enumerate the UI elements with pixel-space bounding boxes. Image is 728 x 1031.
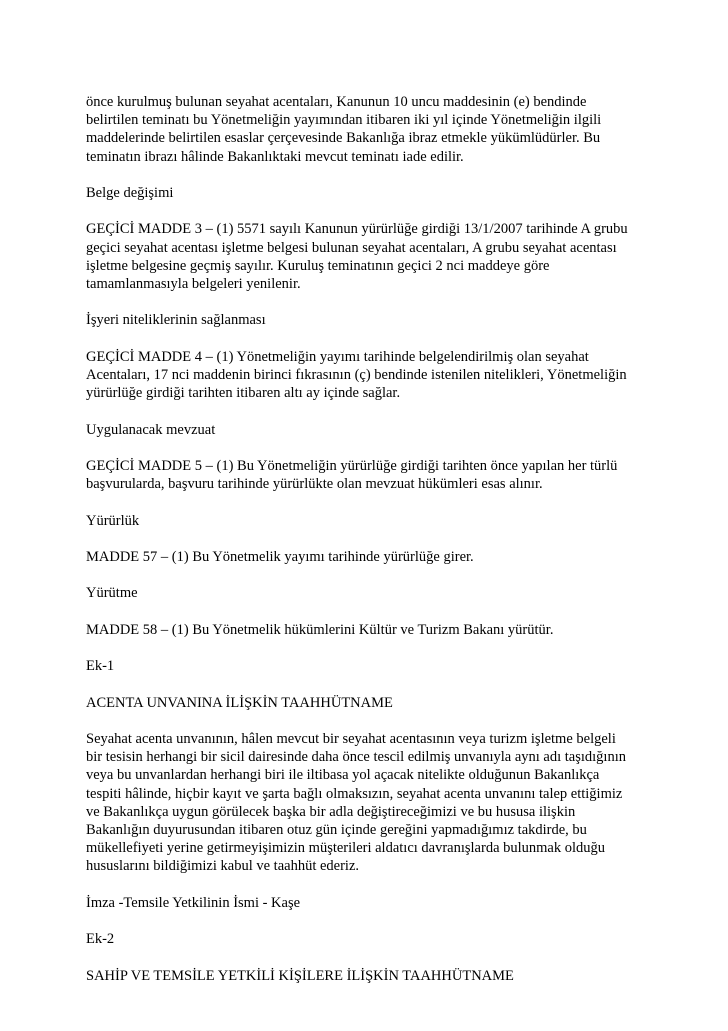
text-line: Bakanlığın duyurusundan itibaren otuz gün içinde gereğini yapmadığımız takdirde, bu [86, 821, 587, 838]
heading-yurutme [86, 584, 646, 602]
text-line: belirtilen teminatı bu Yönetmeliğin yayımından itibaren iki yıl içinde Yönetmeliğin ilgili [86, 112, 602, 129]
paragraph-taahhutname-metni [86, 730, 646, 876]
text-line: yürürlüğe girdiği tarihten itibaren altı ay içinde sağlar. [86, 385, 401, 402]
text-line: Acentaları, 17 nci maddenin birinci fıkrasının (ç) bendinde istenilen nitelikleri, Yönetmeliğin [86, 366, 627, 383]
heading-belge-degisimi [86, 184, 646, 202]
heading-sahip-ve-temsile-yetkili-taahhutname [86, 967, 646, 985]
text-line: önce kurulmuş bulunan seyahat acentaları, Kanunun 10 uncu maddesinin (e) bendinde [86, 94, 587, 110]
text-line: maddelerinde belirtilen esaslar çerçevesinde Bakanlığa ibraz etmekle yükümlüdürler. Bu [86, 130, 601, 147]
document-page [86, 93, 646, 1003]
text-line: işletme belgesine geçmiş sayılır. Kuruluş teminatının geçici 2 nci maddeye göre [86, 257, 550, 274]
text-line: geçici seyahat acentası işletme belgesi bulunan seyahat acentaları, A grubu seyahat acentası [86, 239, 617, 256]
signature-line [86, 894, 646, 912]
paragraph-gecici-madde-3 [86, 220, 646, 293]
text-line: veya bu unvanlardan herhangi biri ile iltibasa yol açacak nitelikte olduğunun Bakanlıkça [86, 767, 600, 784]
heading-text: ACENTA UNVANINA İLİŞKİN TAAHHÜTNAME [86, 694, 393, 711]
heading-text: Ek-1 [86, 658, 115, 675]
text-line: teminatın ibrazı hâlinde Bakanlıktaki mevcut teminatı iade edilir. [86, 148, 464, 165]
text-line: Seyahat acenta unvanının, hâlen mevcut bir seyahat acentasının veya turizm işletme belgeli [86, 730, 616, 747]
text-line: GEÇİCİ MADDE 3 – (1) 5571 sayılı Kanunun yürürlüğe girdiği 13/1/2007 tarihinde A grubu [86, 221, 628, 238]
heading-text: Uygulanacak mevzuat [86, 421, 216, 438]
text-line: GEÇİCİ MADDE 5 – (1) Bu Yönetmeliğin yürürlüğe girdiği tarihten önce yapılan her türlü [86, 457, 618, 474]
text-line: GEÇİCİ MADDE 4 – (1) Yönetmeliğin yayımı tarihinde belgelendirilmiş olan seyahat [86, 348, 589, 365]
heading-text: İşyeri niteliklerinin sağlanması [86, 312, 266, 329]
heading-ek-2 [86, 930, 646, 948]
heading-text: Yürütme [86, 585, 138, 602]
heading-acenta-unvanina-taahhutname [86, 694, 646, 712]
heading-text: SAHİP VE TEMSİLE YETKİLİ KİŞİLERE İLİŞKİN TAAHHÜTNAME [86, 967, 514, 984]
text-line: bir tesisin herhangi bir sicil dairesinde daha önce tescil edilmiş unvanıyla aynı adı taşıdığının [86, 749, 626, 766]
text-line: MADDE 58 – (1) Bu Yönetmelik hükümlerini Kültür ve Turizm Bakanı yürütür. [86, 621, 554, 638]
text-line: tamamlanmasıyla belgeleri yenilenir. [86, 276, 301, 292]
heading-yururluk [86, 512, 646, 530]
text-line: tespiti hâlinde, hiçbir kayıt ve şarta bağlı olmaksızın, seyahat acenta unvanını talep ettiğimiz [86, 785, 623, 802]
paragraph-madde-57 [86, 548, 646, 566]
paragraph-madde-58 [86, 621, 646, 639]
paragraph-teminat-iade [86, 93, 646, 166]
heading-text: Yürürlük [86, 512, 140, 529]
text-line: ve Bakanlıkça uygun görülecek başka bir adla değiştireceğimizi ve bu hususa ilişkin [86, 803, 576, 820]
text-line: MADDE 57 – (1) Bu Yönetmelik yayımı tarihinde yürürlüğe girer. [86, 548, 474, 565]
text-line: mükellefiyeti yerine getirmeyişimizin müşterileri aldatıcı davranışlarda bulunmak olduğu [86, 840, 606, 857]
heading-isyeri-nitelikleri [86, 311, 646, 329]
heading-text: Ek-2 [86, 931, 115, 948]
text-line: hususlarını bildiğimizi kabul ve taahhüt ederiz. [86, 858, 360, 875]
heading-text: Belge değişimi [86, 185, 174, 201]
heading-ek-1 [86, 657, 646, 675]
signature-text: İmza -Temsile Yetkilinin İsmi - Kaşe [86, 894, 301, 911]
text-line: başvurularda, başvuru tarihinde yürürlükte olan mevzuat hükümleri esas alınır. [86, 476, 543, 493]
paragraph-gecici-madde-4 [86, 348, 646, 403]
heading-uygulanacak-mevzuat [86, 421, 646, 439]
paragraph-gecici-madde-5 [86, 457, 646, 493]
